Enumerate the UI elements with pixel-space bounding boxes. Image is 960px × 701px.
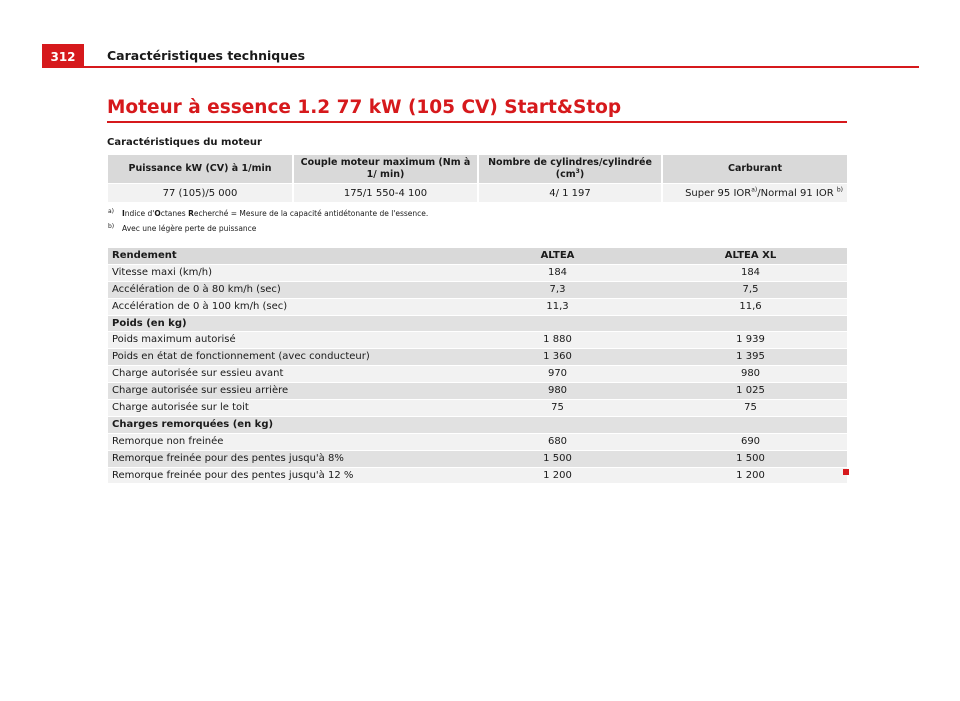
value-altea: 1 500 bbox=[461, 450, 654, 467]
value-altea-xl: 11,6 bbox=[654, 298, 847, 315]
value-altea-xl: 1 939 bbox=[654, 332, 847, 349]
value-altea: 1 880 bbox=[461, 332, 654, 349]
page-number: 312 bbox=[42, 44, 84, 68]
cell-power: 77 (105)/5 000 bbox=[108, 184, 293, 203]
table-row bbox=[108, 298, 847, 315]
table-row bbox=[108, 349, 847, 366]
engine-table-header bbox=[108, 155, 847, 184]
value-altea-xl: 7,5 bbox=[654, 281, 847, 298]
engine-table bbox=[108, 155, 847, 202]
footnote-mark: a) bbox=[108, 208, 115, 215]
header-torque: Couple moteur maximum (Nm à 1/ min) bbox=[293, 155, 478, 184]
header-divider bbox=[84, 66, 919, 68]
value-altea-xl: 1 200 bbox=[654, 467, 847, 484]
title-divider bbox=[107, 121, 847, 123]
performance-table bbox=[108, 248, 847, 484]
value-altea: 7,3 bbox=[461, 281, 654, 298]
header-fuel: Carburant bbox=[662, 155, 847, 184]
value-altea bbox=[461, 315, 654, 332]
value-altea-xl: 980 bbox=[654, 366, 847, 383]
value-altea-xl bbox=[654, 315, 847, 332]
section-label: Caractéristiques du moteur bbox=[107, 137, 262, 148]
row-label: Accélération de 0 à 100 km/h (sec) bbox=[108, 298, 461, 315]
table-row bbox=[108, 264, 847, 281]
row-label: Charge autorisée sur le toit bbox=[108, 400, 461, 417]
table-row bbox=[108, 433, 847, 450]
value-altea-xl bbox=[654, 416, 847, 433]
value-altea-xl: 1 500 bbox=[654, 450, 847, 467]
page-title: Moteur à essence 1.2 77 kW (105 CV) Start&Stop bbox=[107, 97, 622, 118]
footnote-a bbox=[108, 209, 428, 224]
row-label: Remorque freinée pour des pentes jusqu'à 8% bbox=[108, 450, 461, 467]
value-altea-xl: 1 395 bbox=[654, 349, 847, 366]
table-row bbox=[108, 383, 847, 400]
value-altea: 980 bbox=[461, 383, 654, 400]
value-altea: 970 bbox=[461, 366, 654, 383]
footnote-text: Avec une légère perte de puissance bbox=[122, 224, 257, 233]
cell-cylinders: 4/ 1 197 bbox=[478, 184, 662, 203]
table-row bbox=[108, 366, 847, 383]
footnotes bbox=[108, 209, 428, 239]
table-row bbox=[108, 184, 847, 203]
row-label: Vitesse maxi (km/h) bbox=[108, 264, 461, 281]
footnote-text: Indice d'Octanes Recherché = Mesure de la capacité antidétonante de l'essence. bbox=[122, 209, 429, 218]
group-label: Poids (en kg) bbox=[108, 315, 461, 332]
value-altea: 75 bbox=[461, 400, 654, 417]
value-altea-xl: 75 bbox=[654, 400, 847, 417]
row-label: Remorque non freinée bbox=[108, 433, 461, 450]
row-label: Poids en état de fonctionnement (avec conducteur) bbox=[108, 349, 461, 366]
value-altea: 680 bbox=[461, 433, 654, 450]
table-row bbox=[108, 281, 847, 298]
row-label: Charge autorisée sur essieu avant bbox=[108, 366, 461, 383]
table-row bbox=[108, 332, 847, 349]
value-altea: 1 360 bbox=[461, 349, 654, 366]
row-label: Remorque freinée pour des pentes jusqu'à 12 % bbox=[108, 467, 461, 484]
value-altea-xl: 690 bbox=[654, 433, 847, 450]
footnote-mark: b) bbox=[108, 223, 115, 230]
performance-table-header bbox=[108, 248, 847, 264]
table-row bbox=[108, 400, 847, 417]
value-altea bbox=[461, 416, 654, 433]
row-label: Accélération de 0 à 80 km/h (sec) bbox=[108, 281, 461, 298]
group-header-row bbox=[108, 416, 847, 433]
header-altea: ALTEA bbox=[461, 248, 654, 264]
header-power: Puissance kW (CV) à 1/min bbox=[108, 155, 293, 184]
table-row bbox=[108, 450, 847, 467]
value-altea-xl: 184 bbox=[654, 264, 847, 281]
header-cylinders: Nombre de cylindres/cylindrée $(cm^3)$ bbox=[478, 155, 662, 184]
table-row bbox=[108, 467, 847, 484]
header-altea-xl: ALTEA XL bbox=[654, 248, 847, 264]
group-label: Charges remorquées (en kg) bbox=[108, 416, 461, 433]
value-altea: 184 bbox=[461, 264, 654, 281]
square-end-marker-icon bbox=[843, 469, 849, 475]
value-altea: 1 200 bbox=[461, 467, 654, 484]
header-title: Caractéristiques techniques bbox=[107, 48, 306, 63]
value-altea-xl: 1 025 bbox=[654, 383, 847, 400]
row-label: Poids maximum autorisé bbox=[108, 332, 461, 349]
cell-fuel: Super 95 IOR$^{a)}$/Normal 91 IOR $^{b)}$ bbox=[662, 184, 847, 203]
header-label: Rendement bbox=[108, 248, 461, 264]
cell-torque: 175/1 550-4 100 bbox=[293, 184, 478, 203]
row-label: Charge autorisée sur essieu arrière bbox=[108, 383, 461, 400]
group-header-row bbox=[108, 315, 847, 332]
value-altea: 11,3 bbox=[461, 298, 654, 315]
footnote-b bbox=[108, 224, 428, 239]
